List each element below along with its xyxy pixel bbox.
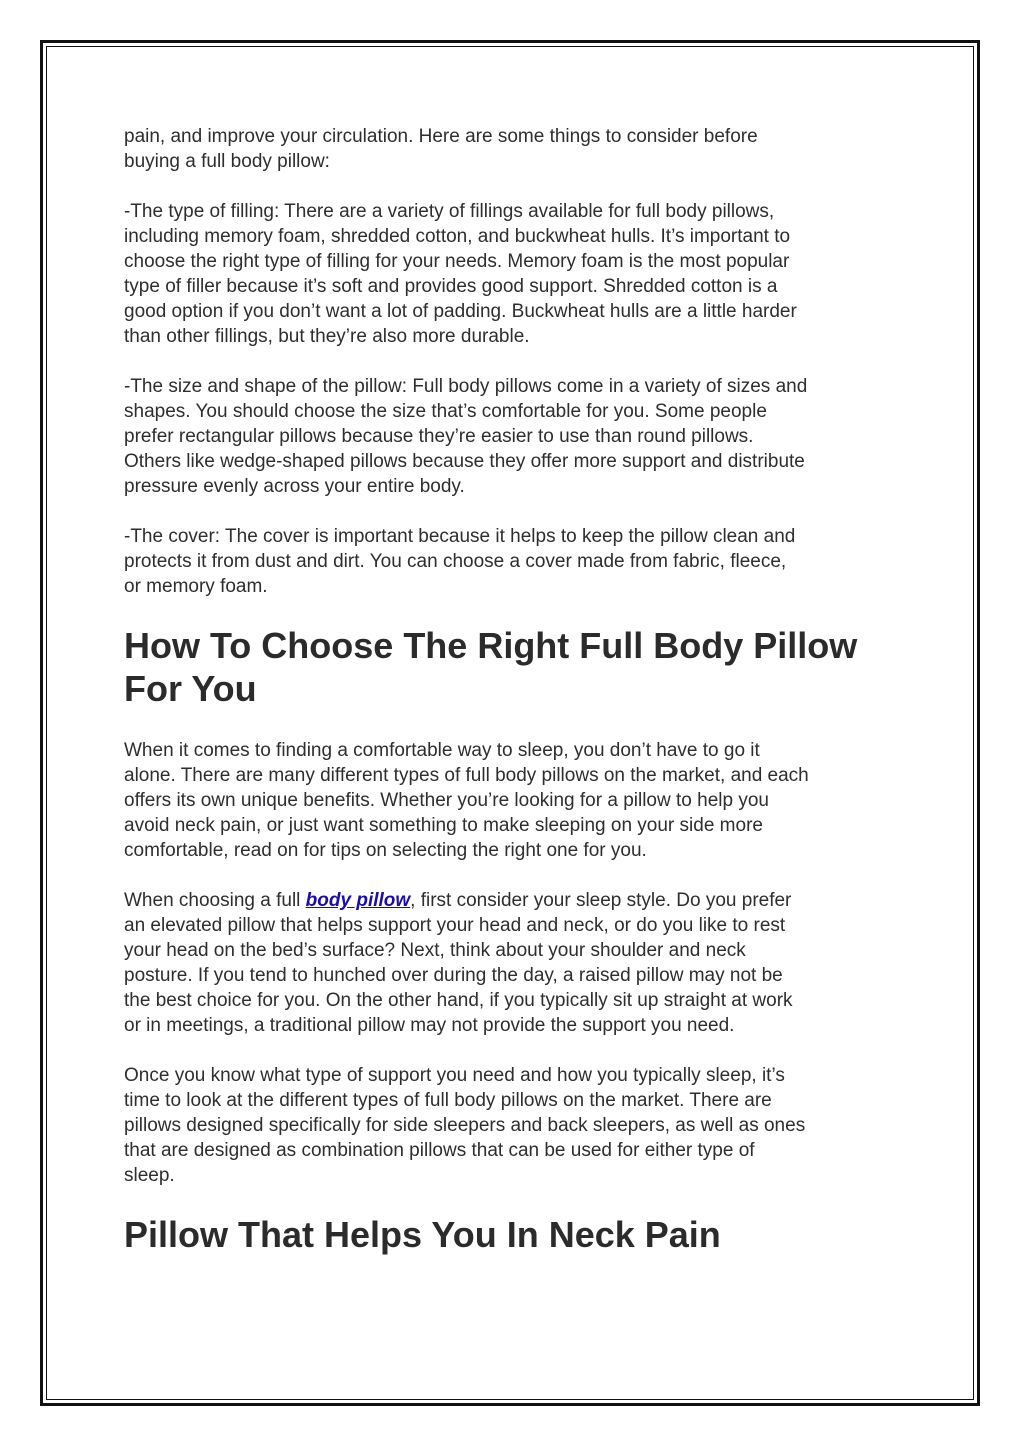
size-shape-paragraph: -The size and shape of the pillow: Full body pillows come in a variety of sizes and shapes. You should choose the size that’s comfortable for you. Some people prefer rectangular pillows because they’re easier to use than round pillows. Others like wedge-shaped pillows because they offer more support and distribute pressure evenly across your entire body. xyxy=(124,376,808,497)
choose-paragraph-1: When it comes to finding a comfortable way to sleep, you don’t have to go it alone. There are many different types of full body pillows on the market, and each offers its own unique benefits. Whether you’re looking for a pillow to help you avoid neck pain, or just want something to make sleeping on your side more comfortable, read on for tips on selecting the right one for you. xyxy=(124,740,809,861)
section-heading-neck-pain: Pillow That Helps You In Neck Pain xyxy=(124,1214,721,1255)
section-heading-choose: How To Choose The Right Full Body Pillow For You xyxy=(124,625,858,709)
body-pillow-link[interactable]: body pillow xyxy=(305,890,411,911)
cover-paragraph: -The cover: The cover is important because it helps to keep the pillow clean and protects it from dust and dirt. You can choose a cover made from fabric, fleece, or memory foam. xyxy=(124,526,796,597)
choose-paragraph-2 xyxy=(124,888,914,1038)
choose-paragraph-3: Once you know what type of support you need and how you typically sleep, it’s time to look at the different types of full body pillows on the market. There are pillows designed specifically for side sleepers and back sleepers, as well as ones that are designed as combination pillows that can be used for either type of sleep. xyxy=(124,1065,806,1186)
choose-paragraph-2-start: When choosing a full xyxy=(124,890,306,911)
document-body xyxy=(124,124,914,1284)
intro-paragraph: pain, and improve your circulation. Here are some things to consider before buying a full body pillow: xyxy=(124,126,758,172)
filling-paragraph: -The type of filling: There are a variety of fillings available for full body pillows, including memory foam, shredded cotton, and buckwheat hulls. It’s important to choose the right type of filling for your needs. Memory foam is the most popular type of filler because it’s soft and provides good support. Shredded cotton is a good option if you don’t want a lot of padding. Buckwheat hulls are a little harder than other fillings, but they’re also more durable. xyxy=(124,201,797,347)
choose-paragraph-2-end: , first consider your sleep style. Do you prefer an elevated pillow that helps support your head and neck, or do you like to rest your head on the bed’s surface? Next, think about your shoulder and neck posture. If you tend to hunched over during the day, a raised pillow may not be the best choice for you. On the other hand, if you typically sit up straight at work or in meetings, a traditional pillow may not provide the support you need. xyxy=(124,890,793,1036)
